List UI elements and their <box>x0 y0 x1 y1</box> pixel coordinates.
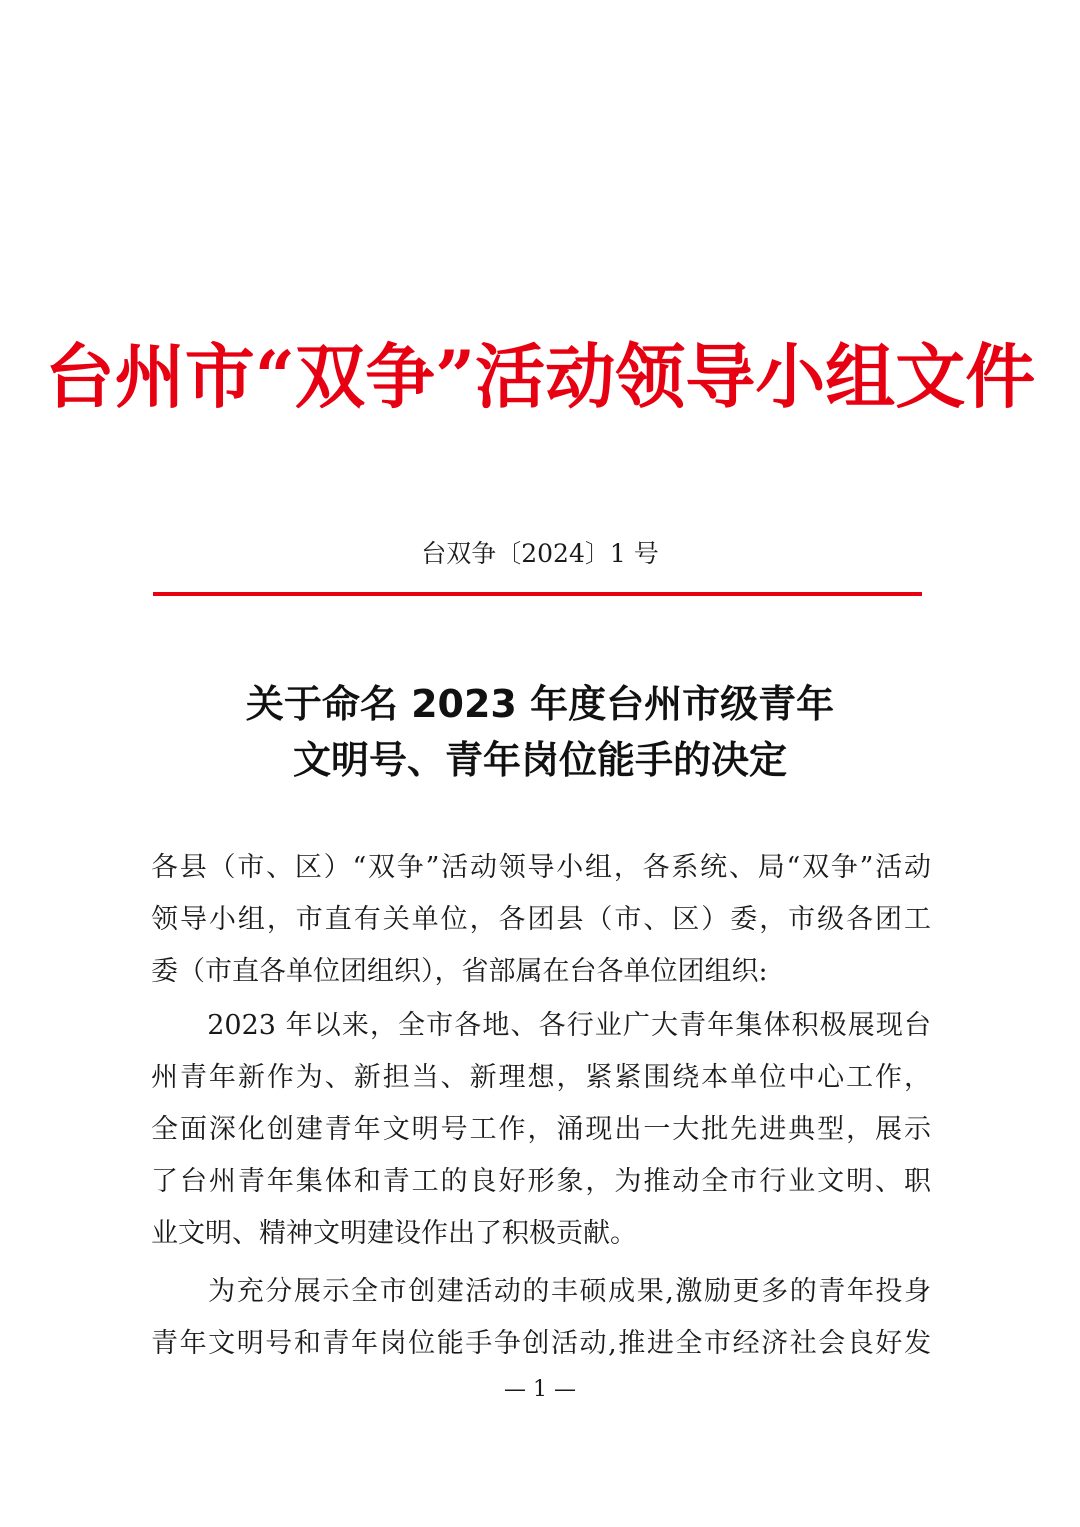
document-number: 台双争〔2024〕1 号 <box>421 539 659 568</box>
body-line: 委（市直各单位团组织），省部属在台各单位团组织: <box>151 956 768 987</box>
document-title-line-1: 关于命名 2023 年度台州市级青年 <box>245 682 835 726</box>
body-line: 为充分展示全市创建活动的丰硕成果,激励更多的青年投身 <box>151 1276 931 1307</box>
body-line: 州青年新作为、新担当、新理想，紧紧围绕本单位中心工作， <box>151 1062 931 1093</box>
document-issuer-header: 台州市“双争”活动领导小组文件 <box>44 335 1036 418</box>
document-title-line-2: 文明号、青年岗位能手的决定 <box>292 738 787 782</box>
body-line: 领导小组，市直有关单位，各团县（市、区）委，市级各团工 <box>151 904 931 935</box>
red-divider-line <box>153 592 922 596</box>
body-line: 2023 年以来，全市各地、各行业广大青年集体积极展现台 <box>151 1010 931 1041</box>
page-number: — 1 — <box>504 1377 576 1402</box>
body-line: 各县（市、区）“双争”活动领导小组，各系统、局“双争”活动 <box>151 852 931 883</box>
body-line: 了台州青年集体和青工的良好形象，为推动全市行业文明、职 <box>151 1166 931 1197</box>
body-line: 全面深化创建青年文明号工作，涌现出一大批先进典型，展示 <box>151 1114 931 1145</box>
body-line: 青年文明号和青年岗位能手争创活动,推进全市经济社会良好发 <box>151 1328 931 1359</box>
body-line: 业文明、精神文明建设作出了积极贡献。 <box>151 1218 637 1249</box>
